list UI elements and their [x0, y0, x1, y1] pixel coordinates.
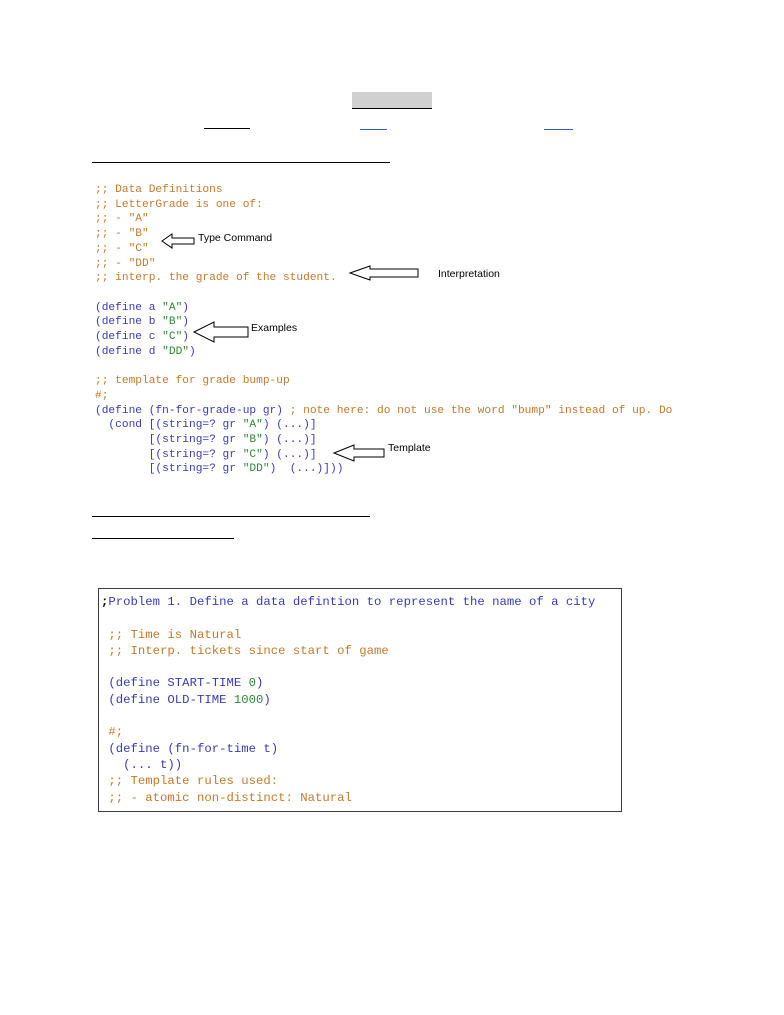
code-line: ;; - "B": [95, 228, 149, 241]
code-token: ) (...)]: [262, 419, 317, 432]
code-token: (cond [(string=? gr: [95, 419, 243, 432]
code-token: "C": [242, 448, 263, 461]
code-token: "DD": [242, 463, 270, 476]
code-line: ;; Data Definitions: [95, 184, 223, 196]
code-token: (... t)): [108, 757, 183, 772]
code-block-data-definition: [95, 183, 672, 477]
code-token: (define (fn-for-grade-up gr): [95, 404, 290, 417]
code-token: ): [256, 676, 264, 691]
code-token: (define b: [95, 316, 163, 329]
problem-statement: Problem 1. Define a data defintion to represent the name of a city: [108, 595, 596, 609]
left-arrow-icon: [348, 264, 420, 282]
code-line: ;; LetterGrade is one of:: [95, 198, 263, 211]
code-token: ) (...)]: [262, 448, 317, 461]
code-token: ;; Interp. tickets since start of game: [108, 643, 389, 658]
code-token: ;; - atomic non-distinct: Natural: [108, 790, 352, 805]
header-link-2[interactable]: [544, 129, 573, 130]
code-block-problem-1: [101, 594, 595, 806]
code-line: ;; - "A": [95, 213, 149, 226]
annotation-examples: Examples: [251, 322, 298, 334]
code-line: ;; template for grade bump-up: [95, 375, 290, 388]
code-token: ) (...)]: [262, 433, 317, 446]
code-token: (define START-TIME: [108, 676, 249, 691]
section-rule-1: [92, 162, 390, 163]
code-token: "B": [162, 316, 183, 329]
code-token: "C": [162, 331, 183, 344]
code-token: "A": [242, 419, 263, 432]
code-token: (define a: [95, 301, 163, 314]
code-token: ;; Template rules used:: [108, 774, 279, 789]
annotation-template: Template: [388, 442, 431, 454]
code-line: ;; interp. the grade of the student.: [95, 272, 337, 285]
code-token: (define OLD-TIME: [108, 692, 234, 707]
code-token: 1000: [233, 692, 264, 707]
code-token: ): [182, 331, 190, 344]
annotation-interpretation: Interpretation: [438, 268, 500, 280]
code-token: "DD": [162, 345, 189, 358]
section-rule-2: [92, 516, 370, 517]
code-token: [(string=? gr: [95, 448, 243, 461]
title-highlight-bar: [352, 92, 432, 109]
code-token: (define d: [95, 345, 163, 358]
code-token: "A": [162, 301, 183, 314]
code-token: ) (...)])): [269, 463, 344, 476]
section-rule-3: [92, 538, 234, 539]
left-arrow-icon: [160, 232, 196, 250]
code-token: 0: [248, 676, 256, 691]
code-token: ): [189, 345, 196, 358]
code-token: [(string=? gr: [95, 433, 243, 446]
code-token: ): [263, 692, 271, 707]
left-arrow-icon: [332, 443, 386, 463]
left-arrow-icon: [192, 320, 250, 344]
annotation-type-command: Type Command: [198, 232, 273, 244]
code-line: ;; - "DD": [95, 257, 156, 270]
code-token: #;: [108, 725, 124, 740]
code-token: ): [182, 301, 190, 314]
header-underline: [204, 128, 250, 129]
header-link-1[interactable]: [360, 129, 387, 130]
code-token: ; note here: do not use the word "bump" instead of up. Do: [289, 404, 673, 417]
code-token: (define c: [95, 331, 163, 344]
code-token: ;; Time is Natural: [108, 627, 242, 642]
code-line: [101, 628, 241, 642]
code-line: [101, 644, 389, 658]
cursor-semicolon: ;: [101, 595, 109, 609]
code-token: "B": [242, 433, 263, 446]
code-token: (define (fn-for-time t): [108, 741, 279, 756]
code-line: ;; - "C": [95, 242, 149, 255]
code-token: ): [182, 316, 190, 329]
code-token: [(string=? gr: [95, 463, 243, 476]
code-line: #;: [95, 389, 109, 402]
